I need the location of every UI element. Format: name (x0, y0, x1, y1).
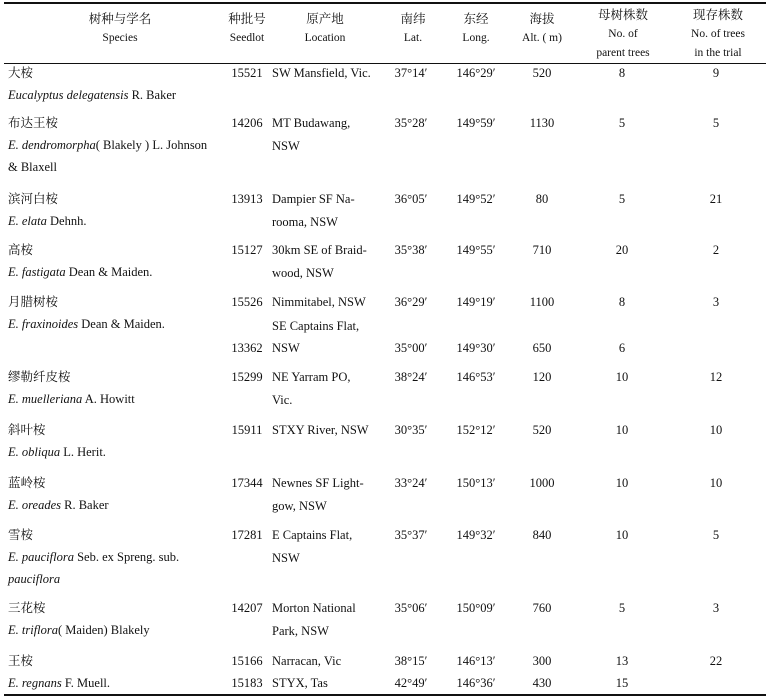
species-sci-name-cont: pauciflora (8, 572, 61, 586)
location-cell: SE Captains Flat, (272, 319, 360, 333)
location-cell-cont: gow, NSW (272, 499, 327, 513)
lat-cell: 30°35′ (394, 423, 428, 437)
alt-cell: 1000 (529, 476, 555, 490)
lat-cell: 37°14′ (394, 66, 428, 80)
header-trial-en2: in the trial (694, 47, 742, 59)
species-cn-name: 王桉 (8, 654, 34, 668)
lat-cell: 33°24′ (394, 476, 428, 490)
header-lat-cn: 南纬 (400, 12, 426, 26)
long-cell: 146°53′ (456, 370, 496, 384)
header-long-en: Long. (462, 32, 490, 44)
parent-trees-cell: 8 (618, 66, 626, 80)
lat-cell: 38°24′ (394, 370, 428, 384)
trial-trees-cell: 9 (712, 66, 720, 80)
long-cell: 150°09′ (456, 601, 496, 615)
location-cell: Morton National (272, 601, 356, 615)
seedlot-cell: 13362 (231, 341, 263, 355)
header-long (452, 10, 500, 48)
long-cell: 152°12′ (456, 423, 496, 437)
header-seedlot-en: Seedlot (229, 32, 265, 44)
parent-trees-cell: 15 (615, 676, 629, 690)
header-species (40, 10, 200, 48)
species-sci-name: E. triflora( Maiden) Blakely (8, 623, 150, 637)
lat-cell: 35°00′ (394, 341, 428, 355)
parent-trees-cell: 5 (618, 601, 626, 615)
species-cn-name: 月腊树桉 (8, 295, 59, 309)
trial-trees-cell: 3 (712, 295, 720, 309)
seedlot-cell: 15521 (231, 66, 263, 80)
table-row (8, 188, 226, 232)
location-cell: NE Yarram PO, (272, 370, 351, 384)
species-cn-name: 雪桉 (8, 528, 34, 542)
species-sci-name: Eucalyptus delegatensis R. Baker (8, 88, 177, 102)
location-cell: 30km SE of Braid- (272, 243, 367, 257)
species-cn-name: 三花桉 (8, 601, 46, 615)
alt-cell: 840 (532, 528, 552, 542)
long-cell: 149°52′ (456, 192, 496, 206)
lat-cell: 35°28′ (394, 116, 428, 130)
parent-trees-cell: 20 (615, 243, 629, 257)
lat-cell: 35°37′ (394, 528, 428, 542)
long-cell: 146°29′ (456, 66, 496, 80)
header-parent-trees (580, 2, 666, 63)
location-cell-cont: NSW (272, 139, 300, 153)
parent-trees-cell: 5 (618, 192, 626, 206)
lat-cell: 42°49′ (394, 676, 428, 690)
alt-cell: 520 (532, 423, 552, 437)
lat-cell: 38°15′ (394, 654, 428, 668)
long-cell: 149°19′ (456, 295, 496, 309)
trial-trees-cell: 10 (709, 423, 723, 437)
table-row (8, 650, 226, 694)
location-cell-cont: NSW (272, 551, 300, 565)
seedlot-cell: 13913 (231, 192, 263, 206)
table-row (8, 472, 226, 516)
species-cn-name: 大桉 (8, 66, 34, 80)
location-cell: Newnes SF Light- (272, 476, 364, 490)
seedlot-cell: 17281 (231, 528, 263, 542)
header-trial-en1: No. of trees (691, 28, 745, 40)
location-cell-cont: Vic. (272, 393, 293, 407)
location-cell: Nimmitabel, NSW (272, 295, 366, 309)
header-seedlot (222, 10, 272, 48)
header-location-cn: 原产地 (306, 12, 344, 26)
location-cell-cont: rooma, NSW (272, 215, 338, 229)
species-sci-name: E. muelleriana A. Howitt (8, 392, 135, 406)
parent-trees-cell: 10 (615, 476, 629, 490)
alt-cell: 520 (532, 66, 552, 80)
seedlot-cell: 15911 (231, 423, 263, 437)
alt-cell: 120 (532, 370, 552, 384)
parent-trees-cell: 10 (615, 423, 629, 437)
long-cell: 149°30′ (456, 341, 496, 355)
location-cell: MT Budawang, (272, 116, 351, 130)
long-cell: 150°13′ (456, 476, 496, 490)
parent-trees-cell: 5 (618, 116, 626, 130)
seedlot-cell: 15526 (231, 295, 263, 309)
trial-trees-cell: 2 (712, 243, 720, 257)
table-row (8, 419, 226, 463)
header-long-cn: 东经 (463, 12, 489, 26)
location-cell-cont: NSW (272, 341, 300, 355)
species-cn-name: 蓝岭桉 (8, 476, 46, 490)
species-sci-name: E. fastigata Dean & Maiden. (8, 265, 153, 279)
trial-trees-cell: 21 (709, 192, 723, 206)
header-trial-cn: 现存株数 (692, 8, 743, 22)
header-parent-cn: 母树株数 (597, 8, 648, 22)
header-alt-cn: 海拔 (529, 12, 555, 26)
seedlot-cell: 14206 (231, 116, 263, 130)
table-row (8, 597, 226, 641)
species-sci-name: E. obliqua L. Herit. (8, 445, 106, 459)
species-cn-name: 布达王桉 (8, 116, 59, 130)
alt-cell: 430 (532, 676, 552, 690)
header-parent-en1: No. of (608, 28, 638, 40)
seedlot-cell: 15183 (231, 676, 263, 690)
species-sci-name: E. elata Dehnh. (8, 214, 87, 228)
long-cell: 149°59′ (456, 116, 496, 130)
species-cn-name: 缪勒纤皮桉 (8, 370, 71, 384)
trial-trees-cell: 22 (709, 654, 723, 668)
table-bottom-rule (4, 694, 766, 696)
header-parent-en2: parent trees (596, 47, 650, 59)
alt-cell: 650 (532, 341, 552, 355)
location-cell: E Captains Flat, (272, 528, 353, 542)
location-cell: STXY River, NSW (272, 423, 369, 437)
table-row (8, 291, 226, 335)
species-author-cont: & Blaxell (8, 160, 57, 174)
parent-trees-cell: 8 (618, 295, 626, 309)
alt-cell: 80 (535, 192, 549, 206)
header-location (290, 10, 360, 48)
species-sci-name: E. fraxinoides Dean & Maiden. (8, 317, 165, 331)
header-species-cn: 树种与学名 (88, 12, 152, 26)
location-cell: SW Mansfield, Vic. (272, 66, 371, 80)
parent-trees-cell: 6 (618, 341, 626, 355)
alt-cell: 1100 (529, 295, 555, 309)
lat-cell: 36°05′ (394, 192, 428, 206)
location-cell: Narracan, Vic (272, 654, 342, 668)
header-alt-en: Alt. ( m) (522, 32, 562, 44)
table-row (8, 62, 226, 106)
location-cell: Dampier SF Na- (272, 192, 355, 206)
species-sci-name: E. pauciflora Seb. ex Spreng. sub. (8, 550, 180, 564)
seedlot-cell: 17344 (231, 476, 263, 490)
alt-cell: 1130 (529, 116, 555, 130)
trial-trees-cell: 12 (709, 370, 723, 384)
lat-cell: 36°29′ (394, 295, 428, 309)
long-cell: 149°55′ (456, 243, 496, 257)
seedlot-cell: 15166 (231, 654, 263, 668)
seedlot-cell: 15299 (231, 370, 263, 384)
table-row (8, 239, 226, 283)
table-row (8, 112, 226, 178)
seedlot-cell: 14207 (231, 601, 263, 615)
species-cn-name: 高桉 (8, 243, 34, 257)
species-sci-name: E. dendromorpha( Blakely ) L. Johnson (8, 138, 208, 152)
species-cn-name: 滨河白桉 (8, 192, 59, 206)
trial-trees-cell: 5 (712, 116, 720, 130)
location-cell-cont: Park, NSW (272, 624, 329, 638)
header-lat-en: Lat. (403, 32, 423, 44)
alt-cell: 710 (532, 243, 552, 257)
table-row (8, 366, 226, 410)
alt-cell: 760 (532, 601, 552, 615)
header-seedlot-cn: 种批号 (228, 12, 266, 26)
parent-trees-cell: 10 (615, 370, 629, 384)
long-cell: 146°13′ (456, 654, 496, 668)
trial-trees-cell: 5 (712, 528, 720, 542)
parent-trees-cell: 13 (615, 654, 629, 668)
header-alt (514, 10, 570, 48)
header-trial-trees (676, 2, 760, 63)
lat-cell: 35°38′ (394, 243, 428, 257)
header-location-en: Location (304, 32, 346, 44)
lat-cell: 35°06′ (394, 601, 428, 615)
alt-cell: 300 (532, 654, 552, 668)
long-cell: 149°32′ (456, 528, 496, 542)
seedlot-cell: 15127 (231, 243, 263, 257)
trial-trees-cell: 10 (709, 476, 723, 490)
header-lat (393, 10, 433, 48)
location-cell: STYX, Tas (272, 676, 328, 690)
trial-trees-cell: 3 (712, 601, 720, 615)
location-cell-cont: wood, NSW (272, 266, 334, 280)
long-cell: 146°36′ (456, 676, 496, 690)
table-row (8, 524, 226, 590)
species-sci-name: E. oreades R. Baker (8, 498, 109, 512)
header-species-en: Species (102, 32, 138, 44)
species-sci-name: E. regnans F. Muell. (8, 676, 111, 690)
parent-trees-cell: 10 (615, 528, 629, 542)
species-cn-name: 斜叶桉 (8, 423, 46, 437)
